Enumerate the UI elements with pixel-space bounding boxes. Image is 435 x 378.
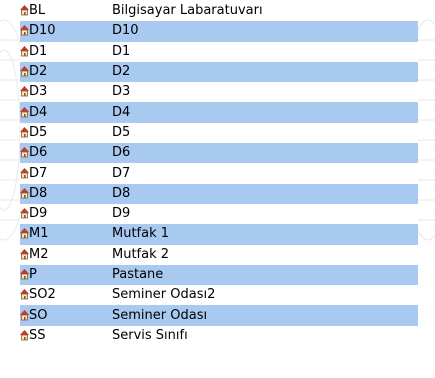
room-name[interactable]: D8 <box>112 185 131 201</box>
room-code-cell[interactable] <box>20 42 112 62</box>
room-row[interactable] <box>20 42 418 62</box>
room-code[interactable]: D4 <box>29 104 48 120</box>
room-code-cell[interactable] <box>20 102 112 122</box>
room-name[interactable]: D1 <box>112 43 131 59</box>
room-code[interactable]: SO2 <box>29 287 56 303</box>
room-name-cell[interactable] <box>112 42 418 62</box>
room-row[interactable] <box>20 326 418 346</box>
room-name[interactable]: Seminer Odası2 <box>112 287 216 303</box>
room-code[interactable]: SS <box>29 327 46 343</box>
room-code[interactable]: BL <box>29 3 46 19</box>
room-code-cell[interactable] <box>20 326 112 346</box>
room-row[interactable] <box>20 143 418 163</box>
room-name-cell[interactable] <box>112 204 418 224</box>
room-name-cell[interactable] <box>112 82 418 102</box>
room-row[interactable] <box>20 102 418 122</box>
room-code-cell[interactable] <box>20 204 112 224</box>
room-code-cell[interactable] <box>20 285 112 305</box>
room-name[interactable]: Pastane <box>112 267 164 282</box>
room-name-cell[interactable] <box>112 62 418 82</box>
room-row[interactable] <box>20 163 418 183</box>
room-name-cell[interactable] <box>112 326 418 346</box>
room-row[interactable] <box>20 184 418 204</box>
room-name-cell[interactable] <box>112 305 418 325</box>
room-code[interactable]: D10 <box>29 23 56 39</box>
house-icon <box>20 126 29 138</box>
house-icon <box>20 187 29 199</box>
room-name[interactable]: D2 <box>112 64 131 80</box>
house-icon <box>20 24 29 36</box>
room-code[interactable]: M2 <box>29 246 49 262</box>
room-row[interactable] <box>20 21 418 41</box>
room-code[interactable]: D1 <box>29 43 48 59</box>
house-icon <box>20 329 29 341</box>
room-name-cell[interactable] <box>112 245 418 265</box>
room-name[interactable]: D7 <box>112 165 131 181</box>
room-table-body <box>20 1 418 346</box>
room-name[interactable]: D9 <box>112 206 131 222</box>
room-table <box>20 1 418 346</box>
room-code[interactable]: D7 <box>29 165 48 181</box>
room-code-cell[interactable] <box>20 265 112 285</box>
room-name-cell[interactable] <box>112 1 418 21</box>
room-row[interactable] <box>20 305 418 325</box>
room-name-cell[interactable] <box>112 285 418 305</box>
room-code[interactable]: SO <box>29 307 48 323</box>
room-name[interactable]: Seminer Odası <box>112 307 208 323</box>
room-code[interactable]: D3 <box>29 84 48 100</box>
room-row[interactable] <box>20 285 418 305</box>
room-code-cell[interactable] <box>20 305 112 325</box>
room-name[interactable]: D10 <box>112 23 139 39</box>
room-row[interactable] <box>20 82 418 102</box>
room-code-cell[interactable] <box>20 143 112 163</box>
room-name[interactable]: Mutfak 1 <box>112 226 170 242</box>
house-icon <box>20 167 29 179</box>
room-code[interactable]: D9 <box>29 206 48 222</box>
room-row[interactable] <box>20 265 418 285</box>
room-code[interactable]: D2 <box>29 64 48 80</box>
room-name[interactable]: D3 <box>112 84 131 100</box>
room-name-cell[interactable] <box>112 123 418 143</box>
room-code[interactable]: D8 <box>29 185 48 201</box>
house-icon <box>20 207 29 219</box>
room-name-cell[interactable] <box>112 265 418 285</box>
room-code-cell[interactable] <box>20 123 112 143</box>
room-name-cell[interactable] <box>112 21 418 41</box>
house-icon <box>20 248 29 260</box>
room-name-cell[interactable] <box>112 163 418 183</box>
room-code-cell[interactable] <box>20 62 112 82</box>
house-icon <box>20 309 29 321</box>
house-icon <box>20 106 29 118</box>
room-code[interactable]: P <box>29 267 37 282</box>
house-icon <box>20 85 29 97</box>
room-code[interactable]: D5 <box>29 124 48 140</box>
room-row[interactable] <box>20 62 418 82</box>
room-row[interactable] <box>20 1 418 21</box>
room-name-cell[interactable] <box>112 224 418 244</box>
room-code-cell[interactable] <box>20 82 112 102</box>
room-name[interactable]: D6 <box>112 145 131 161</box>
room-row[interactable] <box>20 245 418 265</box>
house-icon <box>20 227 29 239</box>
room-name-cell[interactable] <box>112 102 418 122</box>
room-name[interactable]: D5 <box>112 124 131 140</box>
room-code-cell[interactable] <box>20 21 112 41</box>
room-row[interactable] <box>20 204 418 224</box>
house-icon <box>20 65 29 77</box>
room-name[interactable]: D4 <box>112 104 131 120</box>
room-code[interactable]: M1 <box>29 226 49 242</box>
room-name[interactable]: Mutfak 2 <box>112 246 170 262</box>
house-icon <box>20 4 29 16</box>
room-code-cell[interactable] <box>20 1 112 21</box>
room-code-cell[interactable] <box>20 224 112 244</box>
room-name-cell[interactable] <box>112 184 418 204</box>
house-icon <box>20 146 29 158</box>
house-icon <box>20 45 29 57</box>
room-code-cell[interactable] <box>20 184 112 204</box>
room-name[interactable]: Servis Sınıfı <box>112 327 188 343</box>
room-row[interactable] <box>20 123 418 143</box>
house-icon <box>20 268 29 280</box>
room-code-cell[interactable] <box>20 245 112 265</box>
room-row[interactable] <box>20 224 418 244</box>
room-code[interactable]: D6 <box>29 145 48 161</box>
room-name[interactable]: Bilgisayar Labaratuvarı <box>112 3 263 19</box>
room-name-cell[interactable] <box>112 143 418 163</box>
room-code-cell[interactable] <box>20 163 112 183</box>
house-icon <box>20 288 29 300</box>
